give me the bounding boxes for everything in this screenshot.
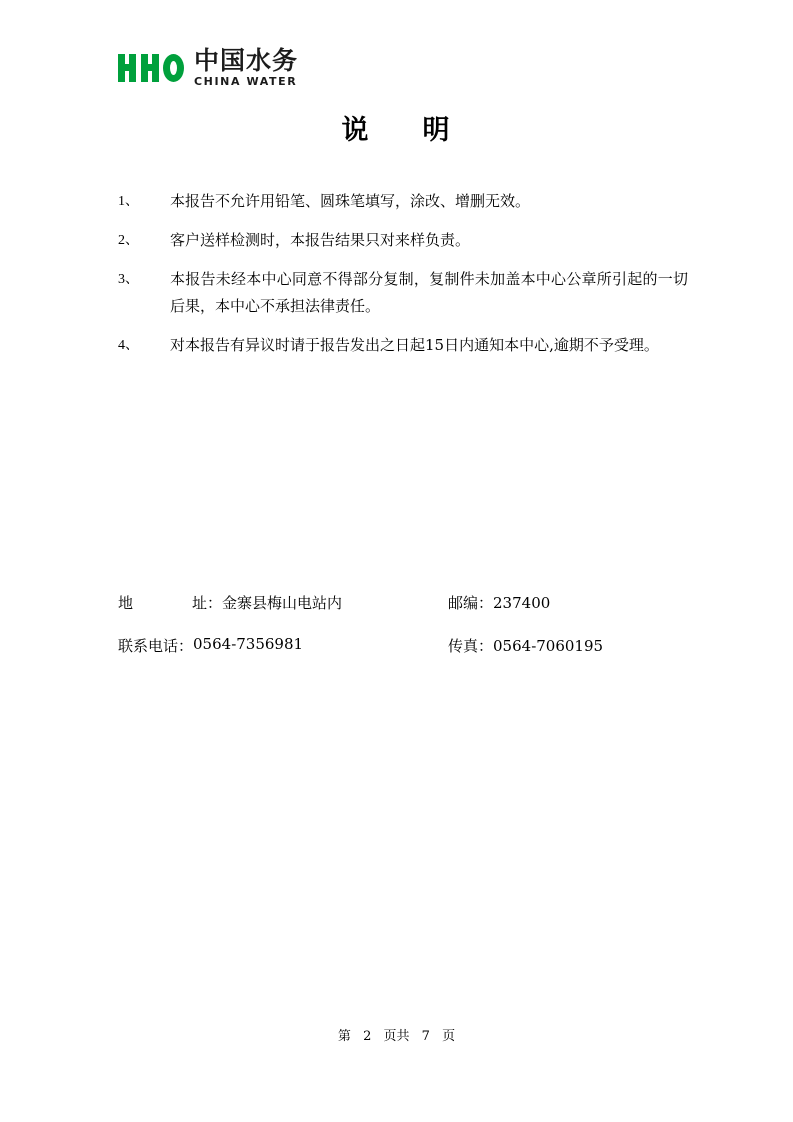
page-suffix: 页 — [442, 1029, 456, 1044]
company-logo — [118, 48, 298, 87]
page-footer — [0, 1025, 793, 1044]
fax-value: 0564-7060195 — [493, 637, 604, 655]
list-item — [118, 266, 688, 322]
page-mid: 页共 — [383, 1029, 410, 1044]
address-value: 金寨县梅山电站内 — [222, 594, 343, 612]
note-text: 客户送样检测时，本报告结果只对来样负责。 — [170, 230, 471, 249]
address-field — [118, 592, 448, 613]
list-item — [118, 227, 688, 255]
note-number: 2、 — [118, 232, 139, 248]
phone-label: 联系电话： — [118, 637, 194, 655]
contact-block — [118, 592, 688, 678]
page-title-left: 说 — [341, 115, 371, 146]
page-prefix: 第 — [337, 1029, 351, 1044]
page-title — [0, 108, 793, 147]
page-current: 2 — [363, 1029, 372, 1044]
address-label: 地 — [118, 594, 134, 612]
note-text: 本报告不允许用铅笔、圆珠笔填写，涂改、增删无效。 — [170, 192, 531, 210]
page-total: 7 — [421, 1029, 430, 1044]
note-text: 对本报告有异议时请于报告发出之日起15日内通知本中心,逾期不予受理。 — [170, 336, 659, 354]
company-name-block — [194, 48, 298, 87]
hho-logo-mark — [118, 54, 184, 82]
postcode-field — [448, 592, 688, 613]
note-text: 本报告未经本中心同意不得部分复制，复制件未加盖本中心公章所引起的一切后果，本中心不承担法律责任。 — [170, 269, 688, 316]
hho-letters-icon — [118, 54, 184, 82]
notes-list — [118, 188, 688, 371]
postcode-label: 邮编： — [448, 594, 494, 612]
page-title-right: 明 — [422, 115, 452, 146]
list-item — [118, 188, 688, 216]
phone-field — [118, 635, 448, 656]
contact-row-phone — [118, 635, 688, 656]
fax-label: 传真： — [448, 637, 494, 655]
note-number: 4、 — [118, 338, 139, 353]
contact-row-address — [118, 592, 688, 613]
postcode-value: 237400 — [493, 594, 551, 612]
company-name-en: CHINA WATER — [194, 75, 298, 88]
note-number: 3、 — [118, 271, 139, 287]
phone-value: 0564-7356981 — [193, 635, 304, 653]
note-number: 1、 — [118, 194, 139, 209]
company-name-cn: 中国水务 — [194, 46, 299, 75]
list-item — [118, 332, 688, 360]
address-label-colon: 址： — [192, 594, 223, 612]
fax-field — [448, 635, 688, 656]
